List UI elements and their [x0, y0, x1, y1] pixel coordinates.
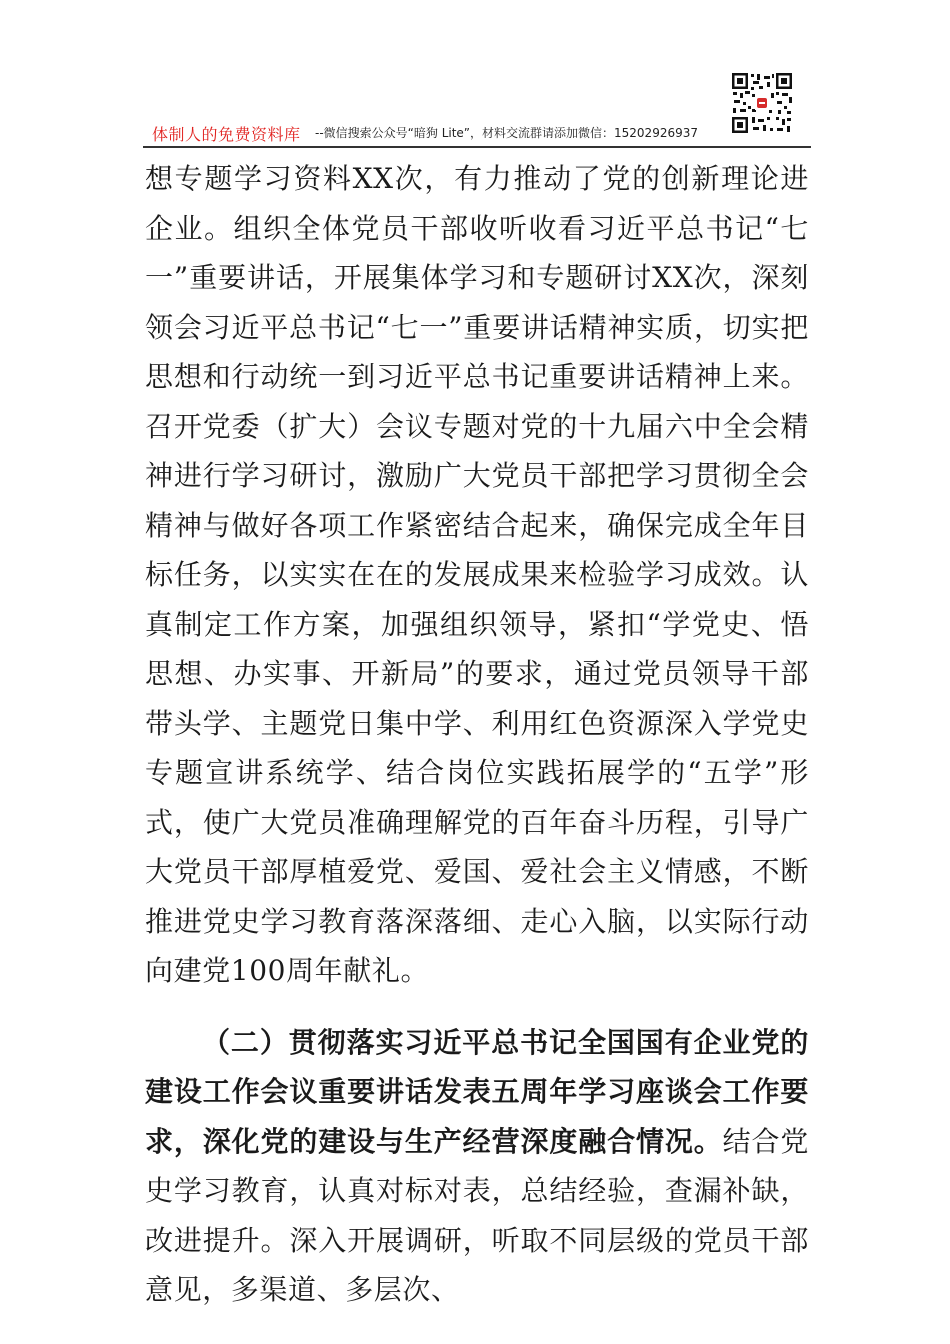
qr-code-icon: [731, 72, 793, 134]
paragraph-2: [145, 1018, 809, 1315]
paragraph-1: 想专题学习资料XX次，有力推动了党的创新理论进企业。组织全体党员干部收听收看习近平总书记“七一”重要讲话，开展集体学习和专题研讨XX次，深刻领会习近平总书记“七一”重要讲话精神实质，切实把思想和行动统一到习近平总书记重要讲话精神上来。召开党委（扩大）会议专题对党的十九届六中全会精神进行学习研讨，激励广大党员干部把学习贯彻全会精神与做好各项工作紧密结合起来，确保完成全年目标任务，以实实在在的发展成果来检验学习成效。认真制定工作方案，加强组织领导，紧扣“学党史、悟思想、办实事、开新局”的要求，通过党员领导干部带头学、主题党日集中学、利用红色资源深入学党史专题宣讲系统学、结合岗位实践拓展学的“五学”形式，使广大党员准确理解党的百年奋斗历程，引导广大党员干部厚植爱党、爱国、爱社会主义情感，不断推进党史学习教育落深落细、走心入脑，以实际行动向建党100周年献礼。: [145, 162, 809, 987]
section-heading: （二）贯彻落实习近平总书记全国国有企业党的建设工作会议重要讲话发表五周年学习座谈会工作要求，深化党的建设与生产经营深度融合情况。: [145, 1025, 809, 1158]
header-brand: 体制人的免费资料库: [152, 125, 301, 144]
document-body: [145, 154, 809, 1315]
header-note: --微信搜索公众号“暗狗 Lite”，材料交流群请添加微信：15202926937: [315, 126, 698, 140]
page-header: [143, 118, 811, 148]
paragraph-2-text: 结合党史学习教育，认真对标对表，总结经验，查漏补缺，改进提升。深入开展调研，听取不同层级的党员干部意见，多渠道、多层次、: [145, 1124, 809, 1306]
